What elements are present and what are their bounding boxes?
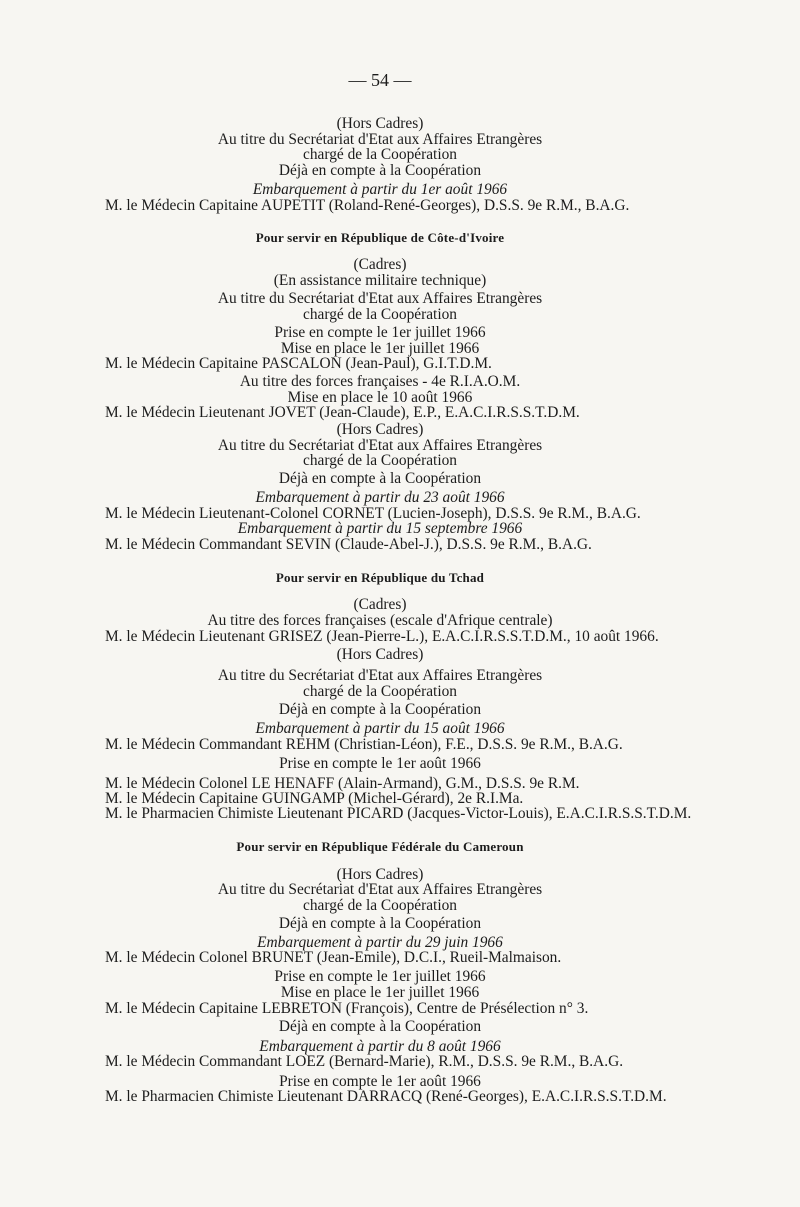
status-line: Prise en compte le 1er août 1966	[279, 755, 481, 772]
authority-line: Au titre du Secrétariat d'Etat aux Affaires Etrangères	[217, 881, 543, 898]
status-line: Déjà en compte à la Coopération	[278, 162, 482, 179]
authority-line: Au titre du Secrétariat d'Etat aux Affaires Etrangères	[217, 290, 543, 307]
embarkation-line: Embarquement à partir du 15 août 1966	[255, 720, 505, 737]
status-line: Mise en place le 1er juillet 1966	[280, 984, 480, 1001]
status-line: Déjà en compte à la Coopération	[278, 470, 482, 487]
personnel-entry: M. le Médecin Colonel BRUNET (Jean-Emile), D.C.I., Rueil-Malmaison.	[105, 949, 562, 966]
status-line: Prise en compte le 1er juillet 1966	[274, 968, 486, 985]
authority-line: Au titre du Secrétariat d'Etat aux Affaires Etrangères	[217, 667, 543, 684]
section-heading: Pour servir en République du Tchad	[275, 570, 485, 585]
status-line: Déjà en compte à la Coopération	[278, 915, 482, 932]
personnel-entry: M. le Médecin Commandant LOEZ (Bernard-Marie), R.M., D.S.S. 9e R.M., B.A.G.	[105, 1053, 624, 1070]
embarkation-line: Embarquement à partir du 1er août 1966	[252, 181, 508, 198]
personnel-entry: M. le Médecin Colonel LE HENAFF (Alain-Armand), G.M., D.S.S. 9e R.M.	[105, 775, 580, 792]
personnel-entry: M. le Médecin Lieutenant-Colonel CORNET (Lucien-Joseph), D.S.S. 9e R.M., B.A.G.	[105, 505, 641, 522]
personnel-entry: M. le Médecin Capitaine AUPETIT (Roland-René-Georges), D.S.S. 9e R.M., B.A.G.	[105, 197, 630, 214]
personnel-entry: M. le Médecin Capitaine PASCALON (Jean-Paul), G.I.T.D.M.	[105, 355, 492, 372]
authority-line: chargé de la Coopération	[303, 452, 457, 469]
status-line: (En assistance militaire technique)	[273, 272, 487, 289]
page-number: — 54 —	[348, 70, 412, 90]
personnel-entry: M. le Médecin Capitaine GUINGAMP (Michel-Gérard), 2e R.I.Ma.	[105, 790, 524, 807]
status-line: Déjà en compte à la Coopération	[278, 1018, 482, 1035]
status-line: (Hors Cadres)	[336, 866, 424, 883]
authority-line: chargé de la Coopération	[303, 146, 457, 163]
embarkation-line: Embarquement à partir du 8 août 1966	[259, 1038, 501, 1055]
status-line: (Hors Cadres)	[336, 115, 424, 132]
authority-line: Au titre du Secrétariat d'Etat aux Affaires Etrangères	[217, 437, 543, 454]
status-line: (Cadres)	[353, 596, 407, 613]
status-line: (Cadres)	[353, 256, 407, 273]
authority-line: Au titre des forces françaises (escale d'Afrique centrale)	[207, 612, 553, 629]
personnel-entry: M. le Médecin Lieutenant JOVET (Jean-Claude), E.P., E.A.C.I.R.S.S.T.D.M.	[105, 404, 580, 421]
authority-line: Au titre des forces françaises - 4e R.I.A.O.M.	[239, 373, 521, 390]
personnel-entry: M. le Médecin Capitaine LEBRETON (François), Centre de Présélection n° 3.	[105, 1000, 589, 1017]
authority-line: chargé de la Coopération	[303, 897, 457, 914]
status-line: (Hors Cadres)	[336, 646, 424, 663]
authority-line: Au titre du Secrétariat d'Etat aux Affaires Etrangères	[217, 131, 543, 148]
personnel-entry: M. le Médecin Commandant SEVIN (Claude-Abel-J.), D.S.S. 9e R.M., B.A.G.	[105, 536, 592, 553]
section-heading: Pour servir en République Fédérale du Cameroun	[236, 839, 524, 854]
status-line: Déjà en compte à la Coopération	[278, 701, 482, 718]
embarkation-line: Embarquement à partir du 15 septembre 1966	[237, 520, 523, 537]
status-line: Prise en compte le 1er août 1966	[279, 1073, 481, 1090]
embarkation-line: Embarquement à partir du 23 août 1966	[255, 489, 505, 506]
embarkation-line: Embarquement à partir du 29 juin 1966	[257, 934, 503, 951]
personnel-entry: M. le Pharmacien Chimiste Lieutenant DARRACQ (René-Georges), E.A.C.I.R.S.S.T.D.M.	[105, 1088, 667, 1105]
personnel-entry: M. le Médecin Lieutenant GRISEZ (Jean-Pierre-L.), E.A.C.I.R.S.S.T.D.M., 10 août 1966.	[105, 628, 659, 645]
status-line: Prise en compte le 1er juillet 1966	[274, 324, 486, 341]
status-line: Mise en place le 10 août 1966	[287, 389, 473, 406]
personnel-entry: M. le Pharmacien Chimiste Lieutenant PICARD (Jacques-Victor-Louis), E.A.C.I.R.S.S.T.D.M.	[105, 805, 692, 822]
section-heading: Pour servir en République de Côte-d'Ivoire	[255, 230, 505, 245]
status-line: (Hors Cadres)	[336, 421, 424, 438]
personnel-entry: M. le Médecin Commandant REHM (Christian-Léon), F.E., D.S.S. 9e R.M., B.A.G.	[105, 736, 623, 753]
authority-line: chargé de la Coopération	[303, 306, 457, 323]
authority-line: chargé de la Coopération	[303, 683, 457, 700]
status-line: Mise en place le 1er juillet 1966	[280, 340, 480, 357]
